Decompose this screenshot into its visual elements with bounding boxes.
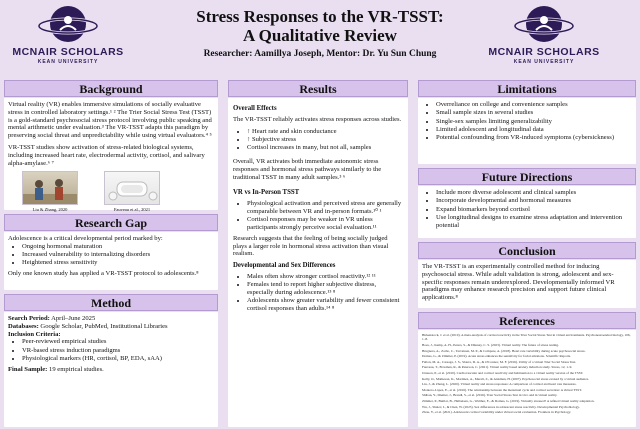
- photo-caption-1: Liu & Zhang, 2020: [32, 207, 68, 213]
- title-line-2: A Qualitative Review: [243, 26, 397, 45]
- method-panel: [4, 312, 218, 427]
- limitations-list: [436, 101, 632, 142]
- planet-icon: [38, 4, 98, 44]
- logo-name: MCNAIR SCHOLARS: [12, 46, 124, 58]
- databases-value: Google Scholar, PubMed, Institutional Libraries: [38, 322, 168, 330]
- search-period-value: April–June 2025: [49, 315, 96, 322]
- poster-title: [140, 7, 500, 45]
- conclusion-text: The VR-TSST is an experimentally controlled method for inducing psychosocial stress. While adult validation is strong, adolescent and sex-specific responses remain underexplored. Developmentally informed VR paradigms may enhance research precision and support future clinical applications.⁸: [422, 263, 615, 302]
- list-item: • Heightened stress sensitivity: [22, 259, 214, 267]
- conclusion-panel: [418, 260, 636, 308]
- list-item: • Incorporate developmental and hormonal measures: [436, 197, 632, 205]
- results-heading: Results: [228, 80, 408, 97]
- criteria-label: Inclusion Criteria:: [8, 330, 61, 338]
- reference-item: Fallon, M. A., Careaga, J. S., Sbarra, D. A., & O'Connor, M. F. (2016). Utility of a virtual Trier Social Stress Test.: [422, 359, 577, 364]
- future-directions-panel: [418, 186, 636, 238]
- reference-item: Birkenstock, J. et al. (2019). A meta-analysis of cortisol reactivity in the Trier Social Stress Test in virtual environments. Psychoneuroendocrinology, 106, 1–8.: [422, 333, 631, 342]
- logo-sub: KEAN UNIVERSITY: [37, 59, 99, 65]
- reference-item: Shiban, Y., Diemer, J., Brandl, S., et al. (2016). Trier Social Stress Test in vivo and in virtual reality.: [422, 393, 558, 398]
- research-gap-panel: [4, 232, 218, 290]
- list-item: • ↑ Heart rate and skin conductance: [247, 128, 403, 136]
- results-panel: [228, 98, 408, 427]
- list-item: • Small sample sizes in several studies: [436, 109, 632, 117]
- reference-item: Zhou, Y., et al. (2021). Adolescent cortisol variability under virtual social evaluation. Frontiers in Psychology.: [422, 410, 572, 415]
- list-item: • Adolescents show greater variability and fewer consistent cortisol responses than adults.¹⁴ ⁸: [247, 297, 403, 313]
- list-item: • Single-sex samples limiting generalizability: [436, 118, 632, 126]
- reference-item: Zimmer, P., Buttlar, B., Halbeisen, G., Walther, E., & Domes, G. (2019). Virtually stressed? A refined virtual reality adaptation.: [422, 398, 595, 403]
- reference-item: Domes, G., & Zimmer, P. (2019). Acute stress enhances the sensitivity for facial emotions. Scientific Reports.: [422, 354, 571, 359]
- title-line-1: Stress Responses to the VR-TSST:: [196, 7, 444, 26]
- background-images: [8, 171, 214, 214]
- background-text-1: Virtual reality (VR) enables immersive simulations of socially evaluative stress in controlled laboratory settings.¹ ² The Trier Social Stress Test (TSST) is a gold-standard psychosocial stress protocol involving public speaking and mental arithmetic under evaluation.³ The VR-TSST adapts this paradigm by preserving social threat and unpredictability while using virtual evaluators.⁴ ⁵: [8, 101, 212, 140]
- list-item: • Physiological markers (HR, cortisol, BP, EDA, sAA): [22, 355, 214, 363]
- background-heading: Background: [4, 80, 218, 97]
- list-item: • Use longitudinal designs to examine stress adaptation and intervention potential: [436, 214, 632, 230]
- dev-sex-differences-title: Developmental and Sex Differences: [233, 262, 336, 270]
- list-item: • Ongoing hormonal maturation: [22, 243, 214, 251]
- overall-effects-list: [247, 128, 403, 152]
- list-item: • Limited adolescent and longitudinal data: [436, 126, 632, 134]
- final-sample-value: 19 empirical studies.: [47, 365, 104, 373]
- reference-item: Kelly, O., Matheson, K., Martinez, A., Merali, Z., & Anisman, H. (2007). Psychosocial stress evoked by a virtual audience.: [422, 376, 590, 381]
- overall-effects-title: Overall Effects: [233, 105, 277, 112]
- list-item: • Males often show stronger cortisol reactivity.¹² ¹¹: [247, 273, 403, 281]
- vr-vs-inperson-list: [247, 200, 403, 232]
- mcnair-logo-right: [484, 4, 604, 64]
- conclusion-heading: Conclusion: [418, 242, 636, 259]
- overall-effects-summary: Overall, VR activates both immediate autonomic stress responses and hormonal stress pathways similarly to the traditional TSST in many adult samples.³ ⁶: [233, 157, 382, 181]
- list-item: • Expand biomarkers beyond cortisol: [436, 206, 632, 214]
- future-directions-heading: Future Directions: [418, 168, 636, 185]
- list-item: • ↑ Subjective stress: [247, 136, 403, 144]
- reference-item: Boes, J., Kemp, A. H., Peters, S., & Dhunay, C. S. (2023). Virtual reality. The future of stress testing.: [422, 343, 559, 347]
- list-item: • Physiological activation and perceived stress are generally comparable between VR and in-person formats.¹⁰ ¹: [247, 200, 403, 216]
- list-item: • Cortisol increases in many, but not all, samples: [247, 144, 403, 152]
- background-text-2: VR-TSST studies show activation of stress-related biological systems, including increased heart rate, electrodermal activity, cortisol, and salivary alpha-amylase.⁶ ⁷: [8, 143, 205, 167]
- byline: Researcher: Aamillya Joseph, Mentor: Dr. Yu Sun Chung: [203, 49, 437, 59]
- photo-caption-2: Fauveau et al., 2021: [113, 207, 151, 213]
- reference-item: Brugnera, A., Zarbo, C., Tarvainen, M. P., & Compare, A. (2018). Heart rate variability during acute psychosocial stress.: [422, 348, 586, 353]
- mcnair-logo-left: [8, 4, 128, 64]
- method-heading: Method: [4, 294, 218, 311]
- references-panel: [418, 330, 636, 427]
- background-panel: [4, 98, 218, 213]
- research-gap-intro: Adolescence is a critical developmental period marked by:: [8, 235, 163, 242]
- reference-item: Liu, J., & Zhang, L. (2020). Virtual reality and stress responses: A comparison of cortisol and heart rate measures.: [422, 382, 577, 387]
- vr-users-photo: [22, 171, 78, 205]
- final-sample-label: Final Sample:: [8, 365, 48, 373]
- references-heading: References: [418, 312, 636, 329]
- reference-item: Fauveau, T., Bowman, R., & Peterson, C. (2021). Virtual reality based anxiety induction study. Stress, 12, 1–9.: [422, 365, 573, 370]
- reference-item: Jönsson, P., et al. (2010). Cardiovascular and cortisol reactivity and habituation to a virtual reality version of the TSST.: [422, 370, 584, 375]
- vr-headset-photo: [104, 171, 160, 205]
- planet-icon: [514, 4, 574, 44]
- research-gap-heading: Research Gap: [4, 214, 218, 231]
- overall-effects-text: The VR-TSST reliably activates stress responses across studies.: [233, 115, 402, 123]
- poster-header: [0, 0, 640, 72]
- logo-sub: KEAN UNIVERSITY: [513, 59, 575, 65]
- list-item: • VR-based stress induction paradigms: [22, 347, 214, 355]
- list-item: • Peer-reviewed empirical studies: [22, 338, 214, 346]
- list-item: • Include more diverse adolescent and clinical samples: [436, 189, 632, 197]
- vr-vs-inperson-text: Research suggests that the feeling of being socially judged plays a larger role in hormonal stress activation than visual realism.: [233, 234, 389, 258]
- list-item: • Females tend to report higher subjective distress, especially during adolescence.¹³ ⁸: [247, 281, 403, 297]
- limitations-panel: [418, 98, 636, 164]
- dev-sex-differences-list: [247, 273, 403, 313]
- research-gap-outro: Only one known study has applied a VR-TSST protocol to adolescents.⁸: [8, 270, 199, 278]
- search-period-label: Search Period:: [8, 315, 50, 322]
- list-item: • Increased vulnerability to internalizing disorders: [22, 251, 214, 259]
- list-item: • Potential confounding from VR-induced symptoms (cybersickness): [436, 134, 632, 142]
- future-directions-list: [436, 189, 632, 229]
- limitations-heading: Limitations: [418, 80, 636, 97]
- criteria-list: [22, 338, 214, 362]
- list-item: • Cortisol responses may be weaker in VR unless participants strongly perceive social evaluation.¹¹: [247, 216, 403, 232]
- databases-label: Databases:: [8, 322, 39, 330]
- research-gap-list: [22, 243, 214, 267]
- reference-item: Montero-López, E., et al. (2016). The relationship between the menstrual cycle and cortisol secretion: A virtual TSST.: [422, 387, 582, 392]
- logo-name: MCNAIR SCHOLARS: [488, 46, 600, 58]
- reference-item: Wu, J., Shalev, I., & Chen, W. (2023). Sex differences in adolescent stress reactivity. Developmental Psychobiology.: [422, 404, 580, 409]
- vr-vs-inperson-title: VR vs In-Person TSST: [233, 189, 300, 197]
- list-item: • Overreliance on college and convenience samples: [436, 101, 632, 109]
